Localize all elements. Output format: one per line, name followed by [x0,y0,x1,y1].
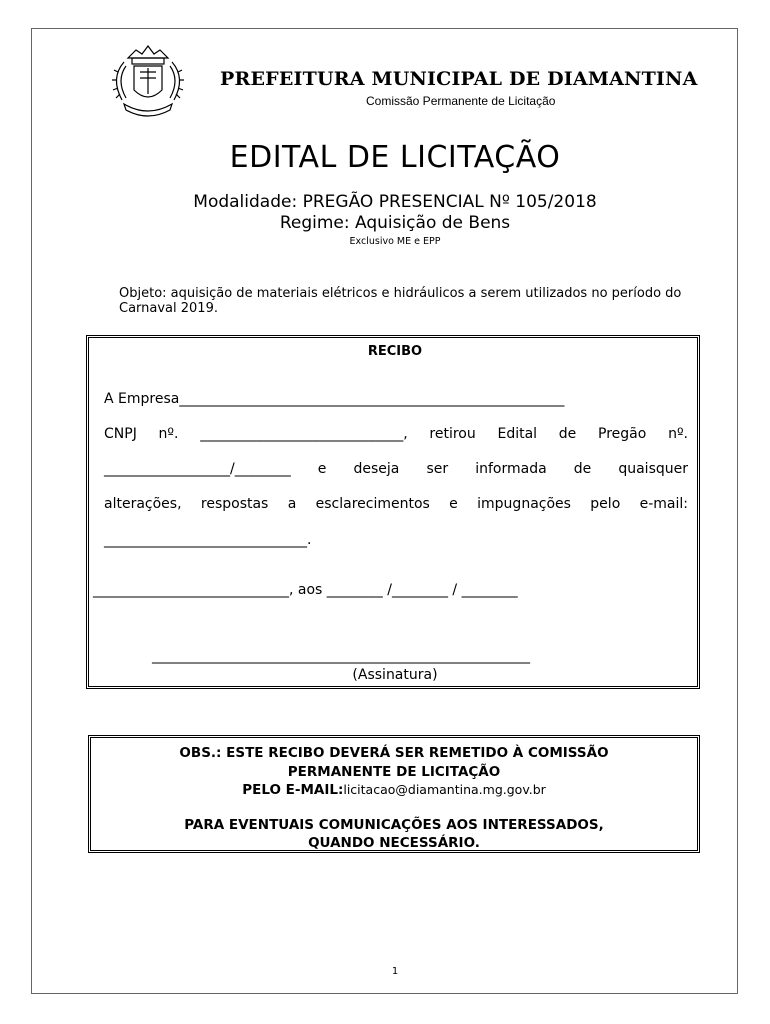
org-name: PREFEITURA MUNICIPAL DE DIAMANTINA [220,68,698,90]
recibo-title: RECIBO [367,344,423,359]
modalidade-line: Modalidade: PREGÃO PRESENCIAL Nº 105/2018 [193,192,597,212]
page-number: 1 [391,966,399,977]
obs-email-line [88,782,700,798]
obs-line-1: OBS.: ESTE RECIBO DEVERÁ SER REMETIDO À COMISSÃO [179,745,609,761]
obs-email-address: licitacao@diamantina.mg.gov.br [343,782,546,797]
recibo-cnpj-line: CNPJ nº. _____________________________, retirou Edital de Pregão nº. [104,426,688,442]
obs-line-2: PERMANENTE DE LICITAÇÃO [287,764,501,780]
coat-of-arms-icon [106,38,190,122]
signature-label: (Assinatura) [352,667,438,683]
obs-email-label: PELO E-MAIL: [242,782,344,798]
recibo-box [86,335,700,689]
recibo-date-line: ____________________________, aos ________ /________ / ________ [93,582,518,598]
document-title: EDITAL DE LICITAÇÃO [229,140,561,175]
obs-line-4: PARA EVENTUAIS COMUNICAÇÕES AOS INTERESSADOS, [184,817,604,833]
recibo-email-line: _____________________________. [104,532,312,548]
signature-line: ______________________________________________________ [152,648,530,664]
org-subtitle: Comissão Permanente de Licitação [366,94,556,108]
obs-line-5: QUANDO NECESSÁRIO. [308,835,480,851]
recibo-empresa-line: A Empresa_______________________________________________________ [104,391,565,407]
objeto-text: Objeto: aquisição de materiais elétricos e hidráulicos a serem utilizados no período do Carnaval 2019. [119,286,682,316]
recibo-pregao-line: __________________/________ e deseja ser informada de quaisquer [104,461,688,477]
regime-line: Regime: Aquisição de Bens [279,213,511,233]
exclusivo-line: Exclusivo ME e EPP [349,236,441,247]
recibo-alteracoes-line: alterações, respostas a esclarecimentos e impugnações pelo e-mail: [104,496,688,512]
